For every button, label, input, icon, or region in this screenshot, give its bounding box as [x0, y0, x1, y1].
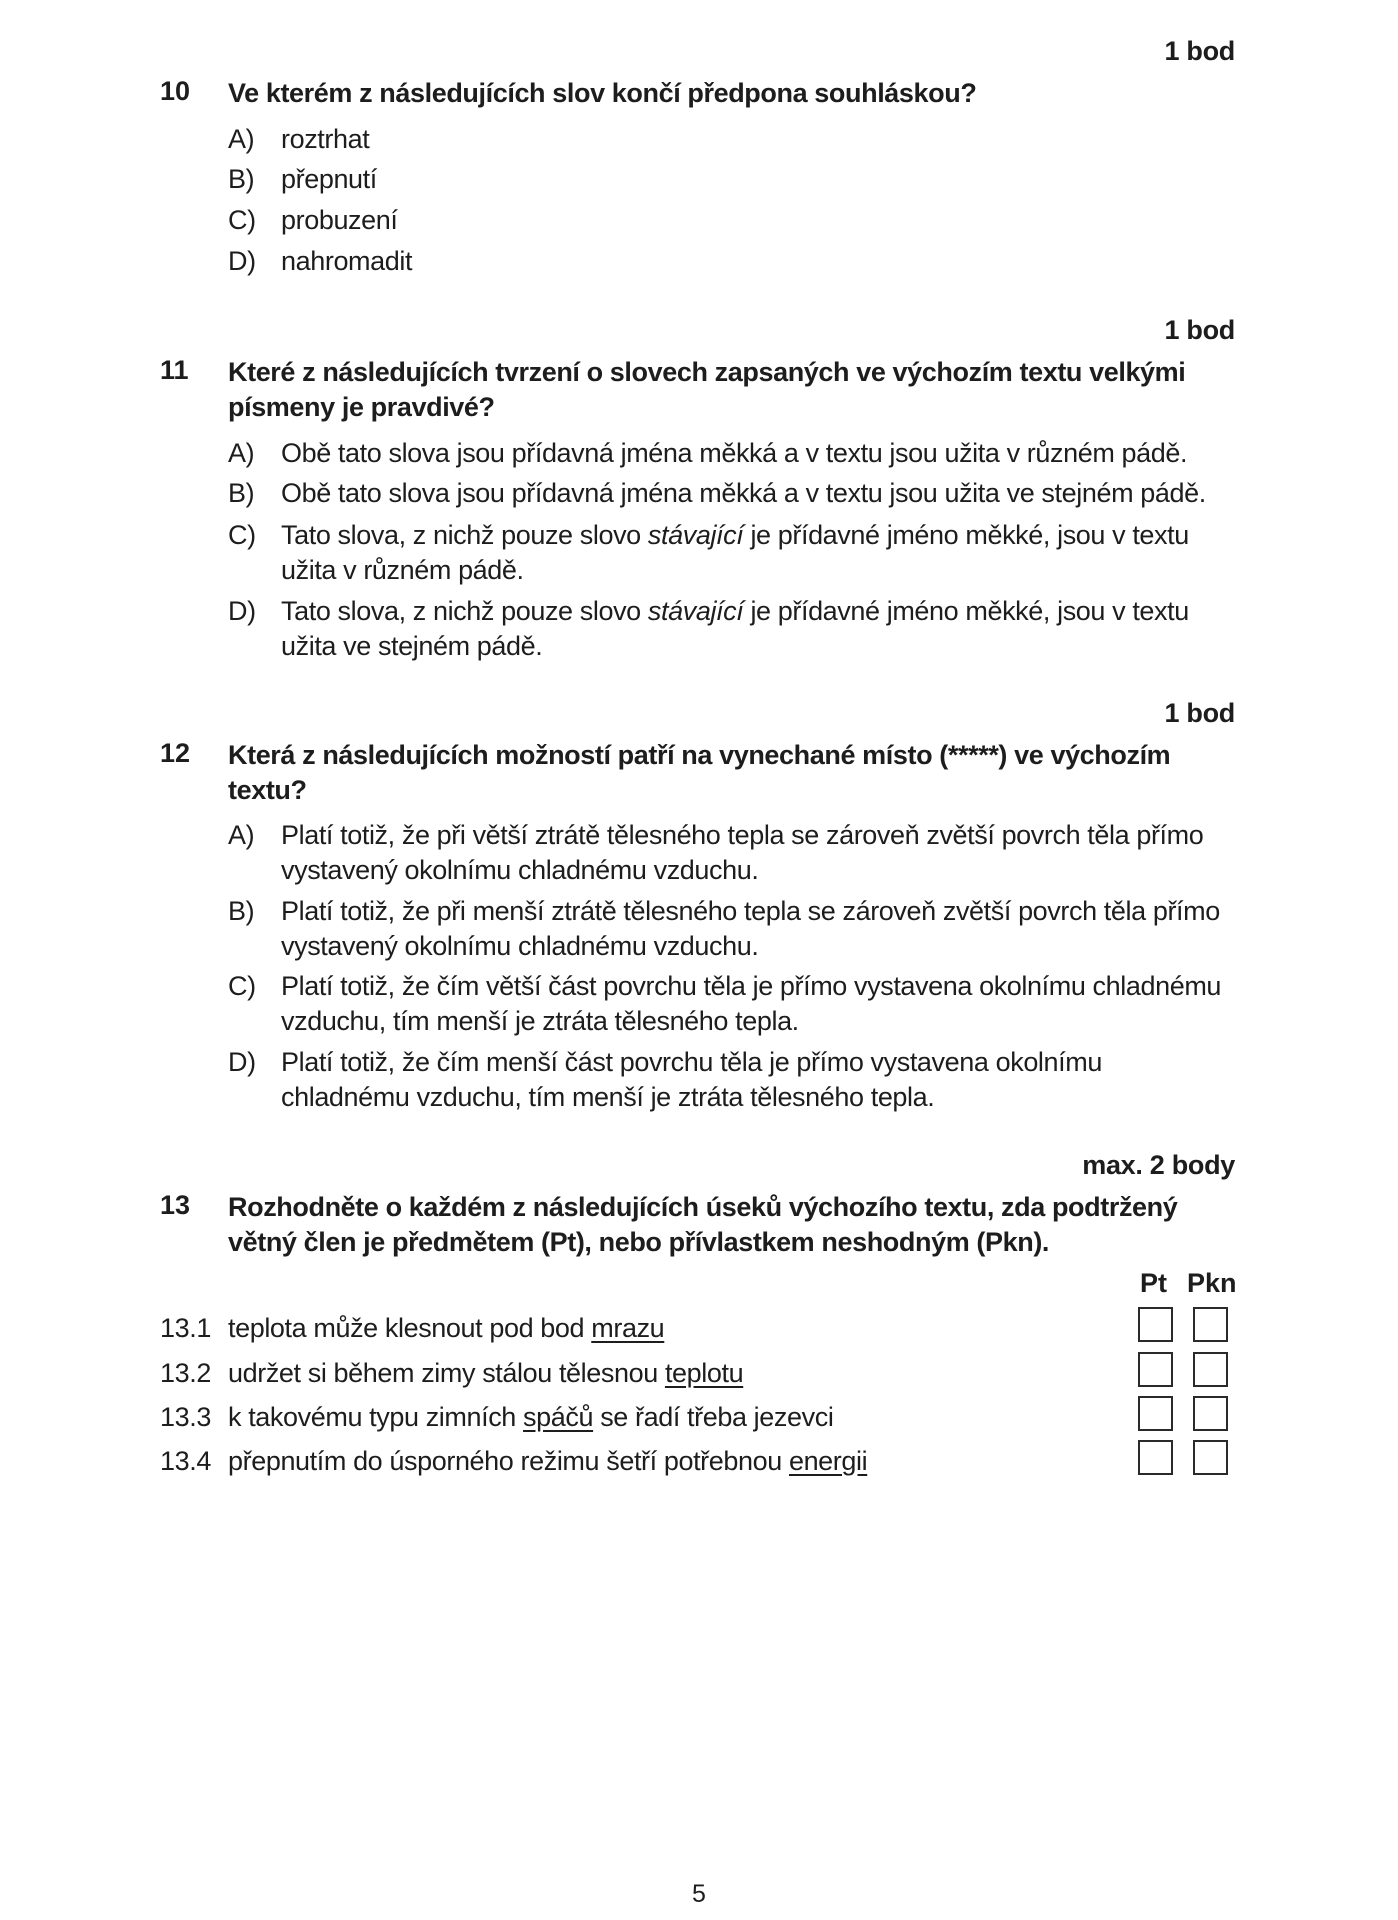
option-text-italic: stávající — [647, 596, 744, 626]
checkbox-13-3-pkn[interactable] — [1193, 1396, 1228, 1431]
option-text — [281, 518, 1218, 588]
q12-points: 1 bod — [1164, 698, 1235, 728]
option-letter: C) — [228, 520, 256, 550]
item-underlined-word: mrazu — [591, 1313, 665, 1343]
option-text: Platí totiž, že čím menší část povrchu těla je přímo vystavena okolnímu chladnému vzduchu, tím menší je ztráta tělesného tepla. — [281, 1047, 1102, 1112]
q11-option-a — [228, 436, 1248, 471]
q12-option-b — [228, 894, 1238, 964]
q13-item-3 — [0, 1400, 1398, 1435]
q10-option-b — [228, 162, 1248, 197]
option-text: Obě tato slova jsou přídavná jména měkká a v textu jsou užita v různém pádě. — [281, 438, 1188, 468]
item-text-start: teplota může klesnout pod bod — [228, 1313, 592, 1343]
item-text — [228, 1444, 867, 1479]
checkbox-13-1-pt[interactable] — [1138, 1307, 1173, 1342]
option-letter: B) — [228, 164, 255, 194]
q10-points: 1 bod — [1164, 36, 1235, 66]
checkbox-13-4-pkn[interactable] — [1193, 1440, 1228, 1475]
option-letter: A) — [228, 438, 255, 468]
q11-option-c — [228, 518, 1218, 588]
item-number: 13.1 — [160, 1313, 211, 1343]
item-text — [228, 1356, 743, 1391]
q13-item-2 — [0, 1356, 1398, 1391]
option-letter: C) — [228, 971, 256, 1001]
option-text: Platí totiž, že při větší ztrátě tělesného tepla se zároveň zvětší povrch těla přímo vystavený okolnímu chladnému vzduchu. — [281, 820, 1204, 885]
checkbox-13-3-pt[interactable] — [1138, 1396, 1173, 1431]
q12-option-a — [228, 818, 1238, 888]
option-text: Platí totiž, že při menší ztrátě tělesného tepla se zároveň zvětší povrch těla přímo vystavený okolnímu chladnému vzduchu. — [281, 896, 1220, 961]
q11-option-d — [228, 594, 1218, 664]
option-text-end: je přídavné jméno měkké, jsou v textu užita ve stejném pádě. — [281, 596, 1189, 661]
checkbox-13-2-pkn[interactable] — [1193, 1352, 1228, 1387]
item-underlined-word: spáčů — [523, 1402, 594, 1432]
q12-option-d — [228, 1045, 1148, 1115]
option-letter: C) — [228, 205, 256, 235]
item-number: 13.2 — [160, 1358, 211, 1388]
option-text: nahromadit — [281, 246, 413, 276]
q13-item-1 — [0, 1311, 1398, 1346]
q12-number: 12 — [160, 738, 191, 768]
page-number: 5 — [692, 1880, 706, 1908]
option-letter: D) — [228, 1047, 256, 1077]
column-header-pt: Pt — [1140, 1268, 1167, 1298]
q11-option-b — [228, 476, 1248, 511]
q11-text: Které z následujících tvrzení o slovech zapsaných ve výchozím textu velkými písmeny je pravdivé? — [228, 357, 1186, 422]
q10-text: Ve kterém z následujících slov končí předpona souhláskou? — [228, 78, 977, 108]
q12-text: Která z následujících možností patří na vynechané místo (*****) ve výchozím textu? — [228, 740, 1171, 805]
option-letter: A) — [228, 124, 255, 154]
item-text — [228, 1311, 664, 1346]
option-text-italic: stávající — [647, 520, 744, 550]
q13-number: 13 — [160, 1190, 191, 1220]
q10-option-a — [228, 122, 1248, 157]
checkbox-13-2-pt[interactable] — [1138, 1352, 1173, 1387]
q11-points: 1 bod — [1164, 315, 1235, 345]
option-letter: D) — [228, 246, 256, 276]
item-number: 13.3 — [160, 1402, 211, 1432]
option-text: roztrhat — [281, 124, 370, 154]
option-letter: A) — [228, 820, 255, 850]
option-text: probuzení — [281, 205, 398, 235]
option-letter: B) — [228, 478, 255, 508]
q12-option-c — [228, 969, 1248, 1039]
option-letter: D) — [228, 596, 256, 626]
q13-text: Rozhodněte o každém z následujících úseků výchozího textu, zda podtržený větný člen je předmětem (Pt), nebo přívlastkem neshodným (Pkn). — [228, 1192, 1178, 1257]
item-text-start: přepnutím do úsporného režimu šetří potřebnou — [228, 1446, 789, 1476]
q10-option-c — [228, 203, 1248, 238]
q11-number: 11 — [160, 355, 189, 385]
option-text — [281, 594, 1218, 664]
item-text-start: udržet si během zimy stálou tělesnou — [228, 1358, 665, 1388]
option-letter: B) — [228, 896, 255, 926]
checkbox-13-4-pt[interactable] — [1138, 1440, 1173, 1475]
column-header-pkn: Pkn — [1187, 1268, 1237, 1298]
option-text: Platí totiž, že čím větší část povrchu těla je přímo vystavena okolnímu chladnému vzduchu, tím menší je ztráta tělesného tepla. — [281, 971, 1222, 1036]
checkbox-13-1-pkn[interactable] — [1193, 1307, 1228, 1342]
option-text-end: je přídavné jméno měkké, jsou v textu užita v různém pádě. — [281, 520, 1189, 585]
option-text-start: Tato slova, z nichž pouze slovo — [281, 520, 648, 550]
item-text — [228, 1400, 833, 1435]
item-underlined-word: teplotu — [664, 1358, 744, 1388]
item-text-end: se řadí třeba jezevci — [593, 1402, 834, 1432]
q13-item-4 — [0, 1444, 1398, 1479]
option-text-start: Tato slova, z nichž pouze slovo — [281, 596, 648, 626]
item-text-start: k takovému typu zimních — [228, 1402, 524, 1432]
item-number: 13.4 — [160, 1446, 211, 1476]
option-text: přepnutí — [281, 164, 377, 194]
q10-option-d — [228, 244, 1248, 279]
q10-number: 10 — [160, 76, 191, 106]
q13-points: max. 2 body — [1082, 1150, 1235, 1180]
item-underlined-word: energii — [788, 1446, 868, 1476]
option-text: Obě tato slova jsou přídavná jména měkká a v textu jsou užita ve stejném pádě. — [281, 478, 1206, 508]
